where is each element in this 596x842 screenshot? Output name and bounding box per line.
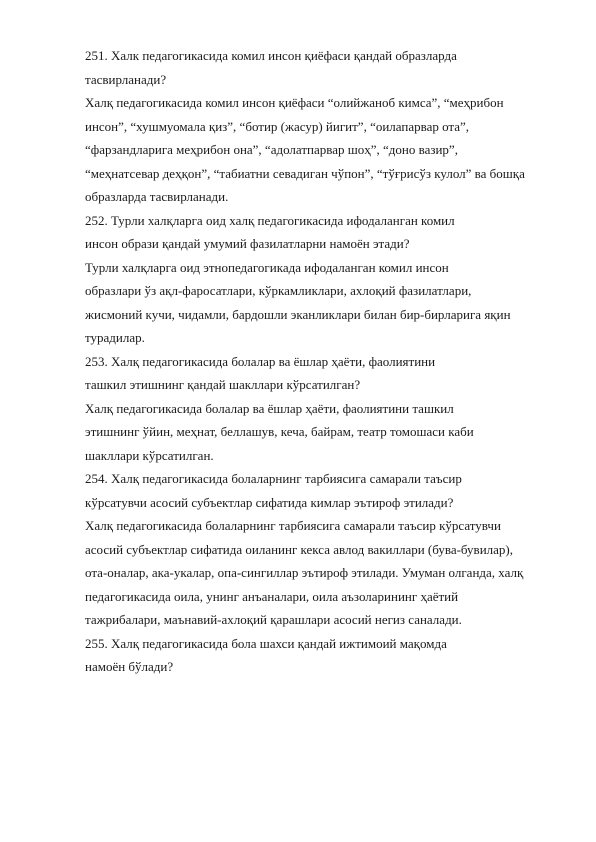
answer-252-line-1: Турли халқларга оид этнопедагогикада ифодаланган комил инсон xyxy=(85,259,449,275)
question-251-line-1: 251. Халк педагогикасида комил инсон қиёфаси қандай образларда xyxy=(85,48,457,63)
answer-254-line-5: тажрибалари, маънавий-ахлоқий қарашлари асосий негиз саналади. xyxy=(85,612,462,627)
question-251-line-2: тасвирланади? xyxy=(85,71,167,87)
answer-253-line-1: Халқ педагогикасида болалар ва ёшлар ҳаёти, фаолиятини ташкил xyxy=(85,400,454,416)
answer-251-line-2: инсон”, “хушмуомала қиз”, “ботир (жасур) йигит”, “оилапарвар ота”, xyxy=(85,118,470,134)
answer-252-line-3: жисмоний кучи, чидамли, бардошли эканликлари билан бир-бирларига яқин xyxy=(85,306,511,322)
answer-251-line-3: “фарзандларига меҳрибон она”, “адолатпарвар шоҳ”, “доно вазир”, xyxy=(85,142,458,157)
answer-253-line-3: шакллари кўрсатилган. xyxy=(85,447,214,463)
answer-252-line-4: турадилар. xyxy=(85,330,145,345)
answer-254-line-1: Халқ педагогикасида болаларнинг тарбиясига самарали таъсир кўрсатувчи xyxy=(85,518,501,533)
document-page xyxy=(85,48,555,683)
question-255-line-1: 255. Халқ педагогикасида бола шахси қандай ижтимоий мақомда xyxy=(85,635,447,651)
answer-251-line-5: образларда тасвирланади. xyxy=(85,189,229,204)
question-254-line-1: 254. Халқ педагогикасида болаларнинг тарбиясига самарали таъсир xyxy=(85,471,462,486)
answer-251-line-4: “меҳнатсевар деҳқон”, “табиатни севадиган чўпон”, “тўғрисўз кулол” ва бошқа xyxy=(85,165,525,181)
question-253-line-2: ташкил этишнинг қандай шакллари кўрсатилган? xyxy=(85,377,361,392)
answer-251-line-1: Халқ педагогикасида комил инсон қиёфаси “олийжаноб кимса”, “меҳрибон xyxy=(85,95,504,110)
answer-254-line-4: педагогикасида оила, унинг анъаналари, оила аъзоларининг ҳаётий xyxy=(85,588,459,604)
question-252-line-2: инсон образи қандай умумий фазилатларни намоён этади? xyxy=(85,236,410,251)
answer-253-line-2: этишнинг ўйин, меҳнат, беллашув, кеча, байрам, театр томошаси каби xyxy=(85,424,474,439)
answer-254-line-2: асосий субъектлар сифатида оиланинг кекса авлод вакиллари (бува-бувилар), xyxy=(85,541,513,557)
question-253-line-1: 253. Халқ педагогикасида болалар ва ёшлар ҳаёти, фаолиятини xyxy=(85,353,436,369)
question-254-line-2: кўрсатувчи асосий субъектлар сифатида кимлар эътироф этилади? xyxy=(85,494,454,510)
answer-254-line-3: ота-оналар, ака-укалар, опа-сингиллар эътироф этилади. Умуман олганда, халқ xyxy=(85,565,524,580)
answer-252-line-2: образлари ўз ақл-фаросатлари, кўркамликлари, ахлоқий фазилатлари, xyxy=(85,283,472,298)
question-252-line-1: 252. Турли халқларга оид халқ педагогикасида ифодаланган комил xyxy=(85,212,455,228)
question-255-line-2: намоён бўлади? xyxy=(85,659,174,674)
